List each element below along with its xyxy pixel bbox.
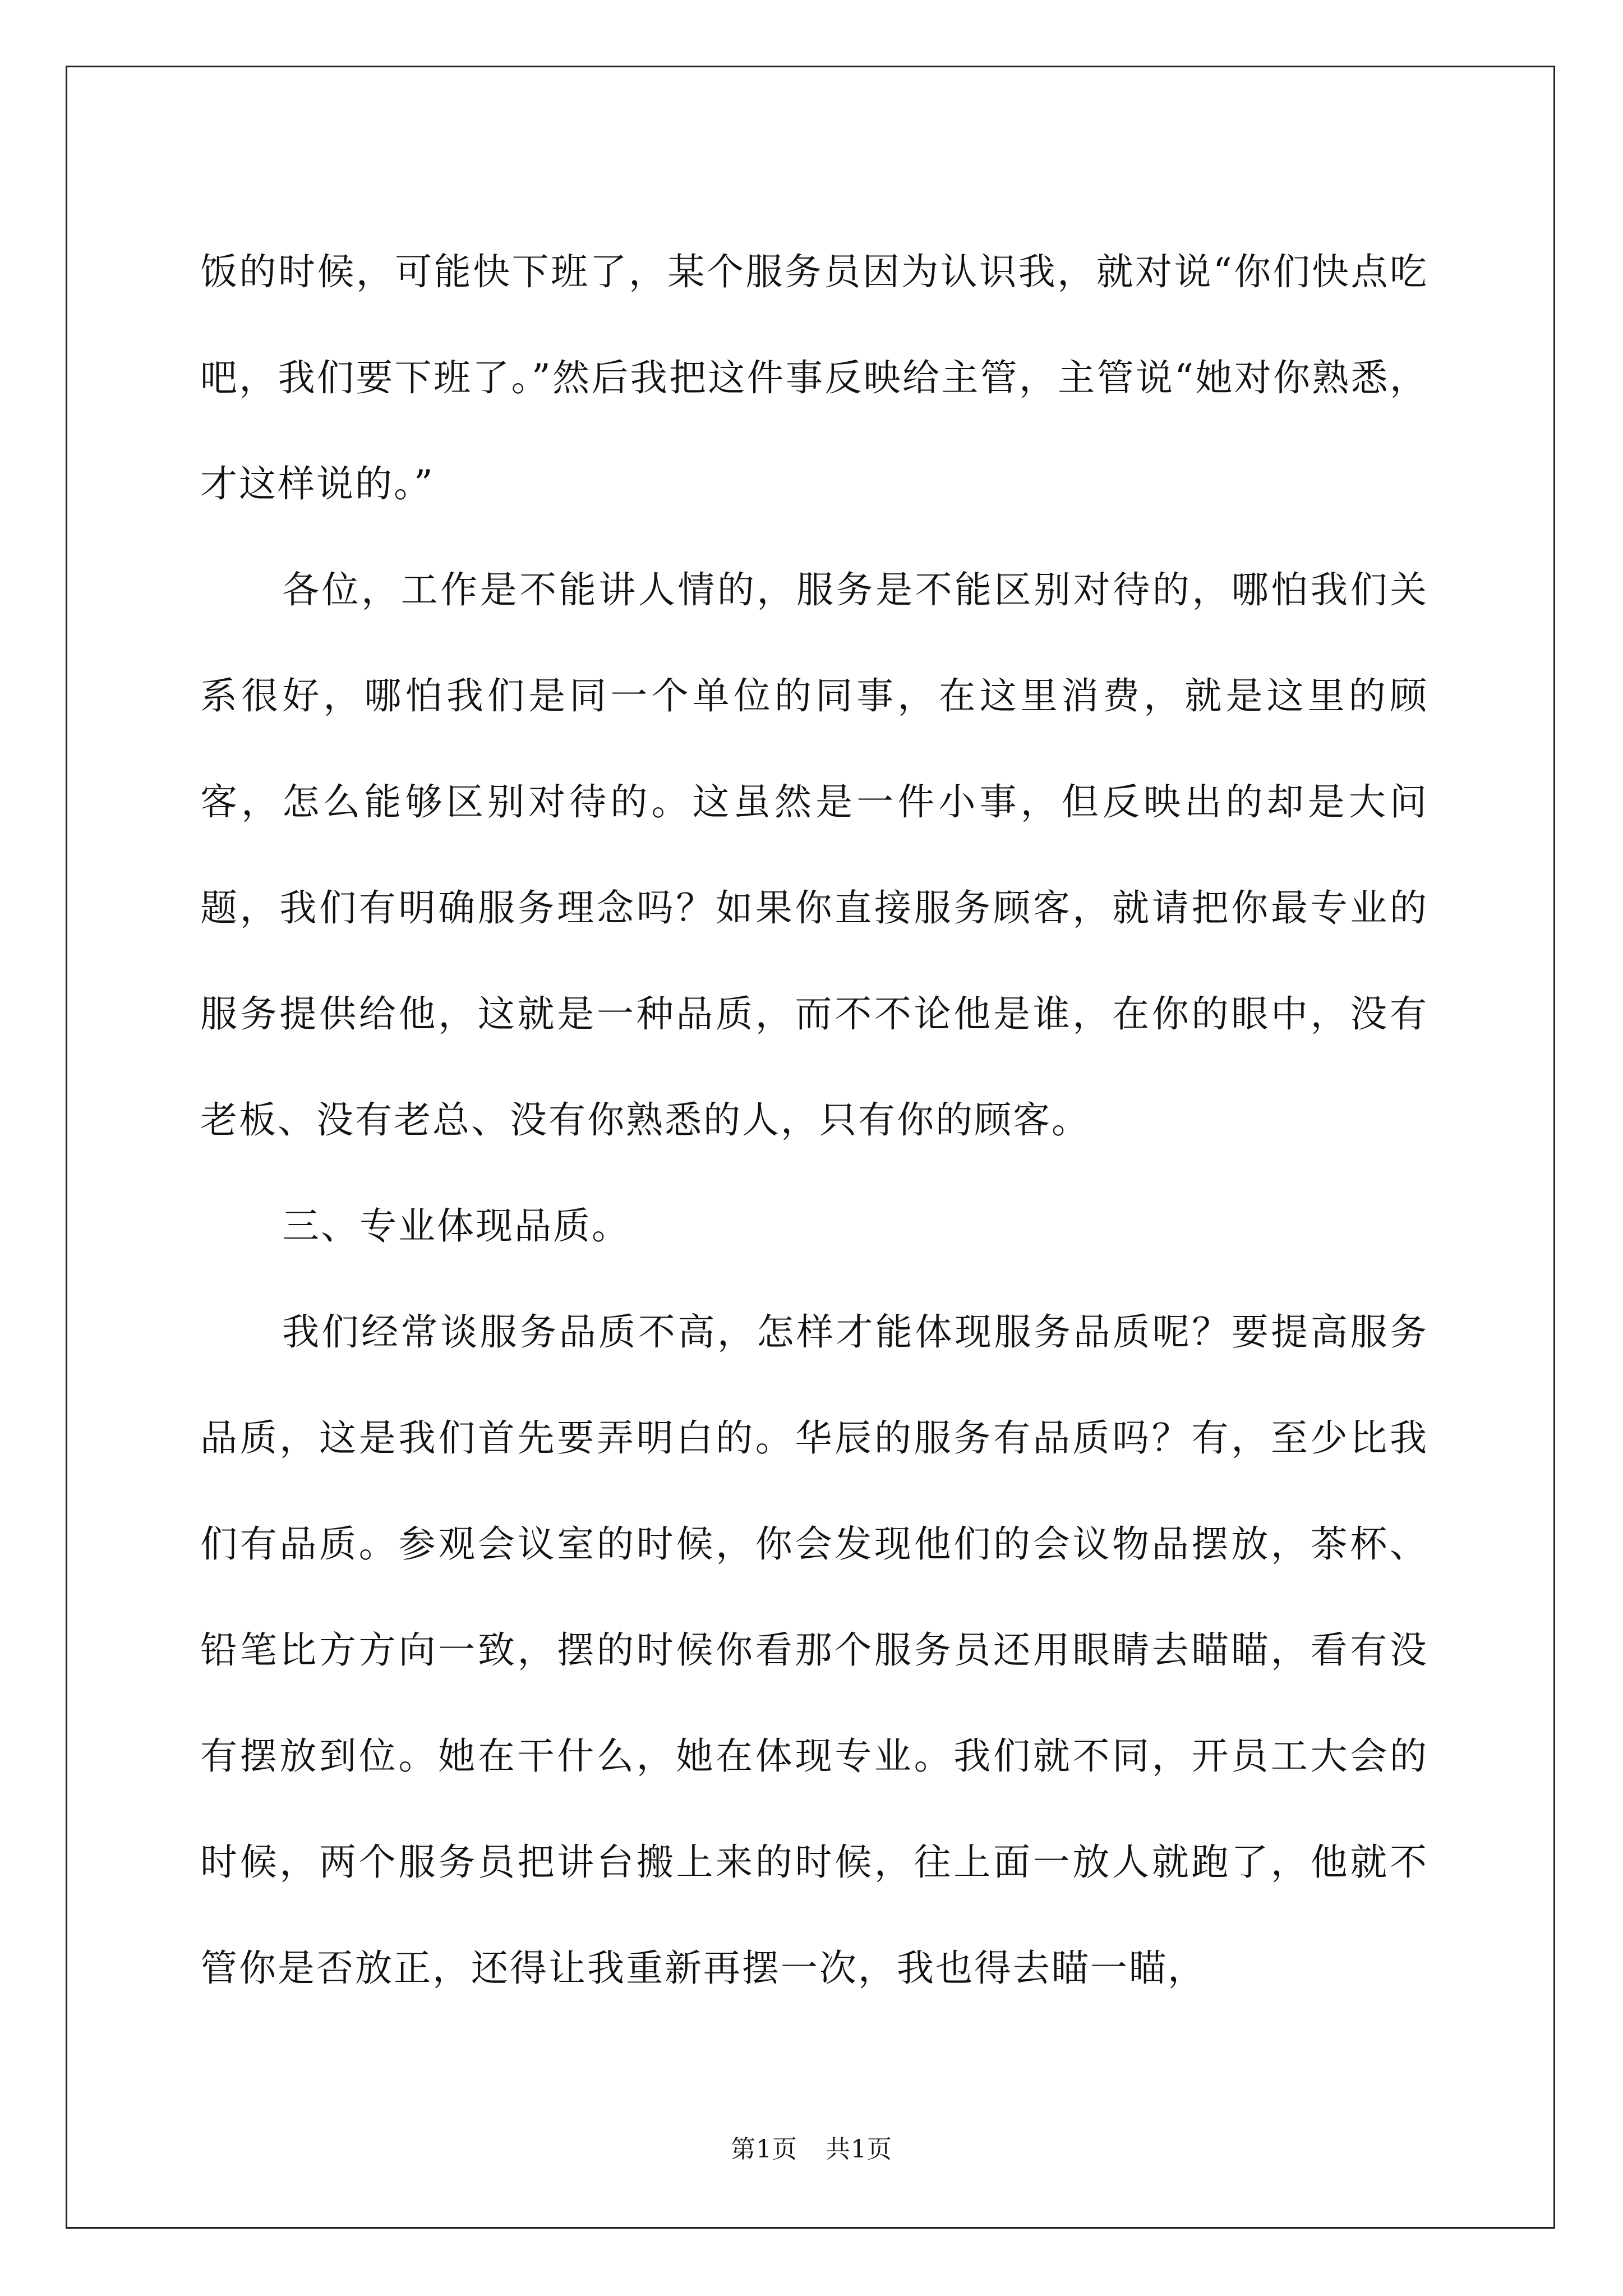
page-number-total: 共1页 [826,2135,892,2164]
paragraph-4: 我们经常谈服务品质不高，怎样才能体现服务品质呢？要提高服务品质，这是我们首先要弄明白的。华辰的服务有品质吗？有，至少比我们有品质。参观会议室的时候，你会发现他们的会议物品摆放，茶杯、铅笔比方方向一致，摆的时候你看那个服务员还用眼睛去瞄瞄，看有没有摆放到位。她在干什么，她在体现专业。我们就不同，开员工大会的时候，两个服务员把讲台搬上来的时候，往上面一放人就跑了，他就不管你是否放正，还得让我重新再摆一次，我也得去瞄一瞄， [200,1310,1428,1990]
page-number-current: 第1页 [731,2135,797,2164]
document-body [200,219,1428,2021]
page-footer [0,2129,1623,2165]
paragraph-2: 各位，工作是不能讲人情的，服务是不能区别对待的，哪怕我们关系很好，哪怕我们是同一个单位的同事，在这里消费，就是这里的顾客，怎么能够区别对待的。这虽然是一件小事，但反映出的却是大问题，我们有明确服务理念吗？如果你直接服务顾客，就请把你最专业的服务提供给他，这就是一种品质，而不不论他是谁，在你的眼中，没有老板、没有老总、没有你熟悉的人，只有你的顾客。 [200,568,1428,1142]
paragraph-1: 饭的时候，可能快下班了，某个服务员因为认识我，就对说“你们快点吃吧，我们要下班了。”然后我把这件事反映给主管，主管说“她对你熟悉，才这样说的。” [200,250,1428,505]
section-heading: 三、专业体现品质。 [282,1204,630,1248]
